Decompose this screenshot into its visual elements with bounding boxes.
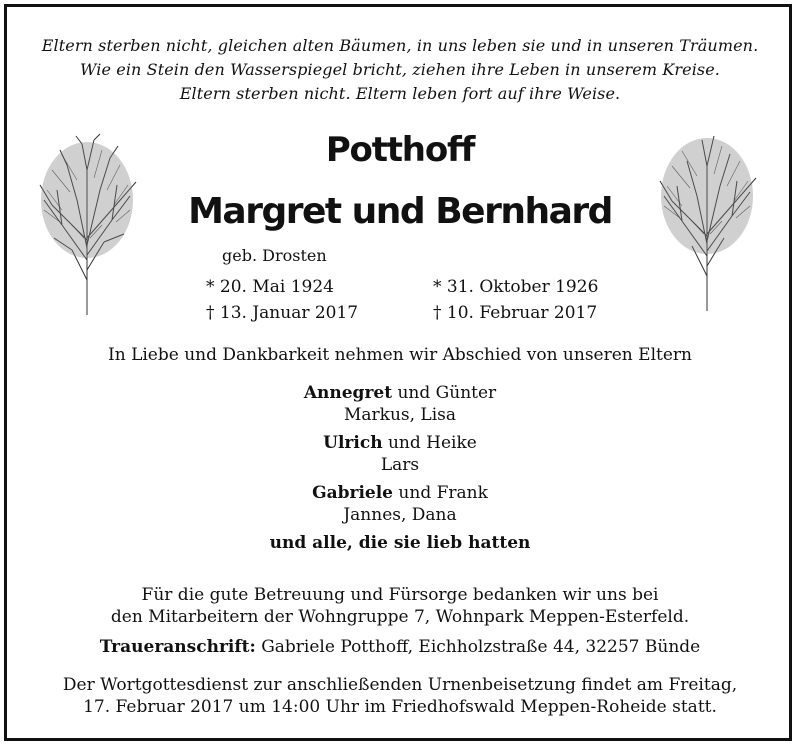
thanks-line: den Mitarbeitern der Wohngruppe 7, Wohnpark Meppen-Esterfeld.: [110, 607, 690, 627]
service-info: [0, 674, 800, 718]
motto: [0, 34, 800, 106]
surname-heading: Potthoff: [325, 130, 475, 170]
service-line: Der Wortgottesdienst zur anschließenden Urnenbeisetzung findet am Freitag,: [62, 675, 738, 695]
family-group: [0, 482, 800, 526]
bernhard-died: † 10. Februar 2017: [433, 303, 598, 323]
bernhard-dates: [433, 274, 598, 326]
thanks-text: [0, 584, 800, 628]
margret-born: * 20. Mai 1924: [206, 277, 334, 297]
thanks-line: Für die gute Betreuung und Fürsorge bedanken wir uns bei: [141, 585, 659, 605]
family-children: Jannes, Dana: [343, 505, 457, 525]
family-group: [0, 382, 800, 426]
notice-frame: [4, 4, 792, 741]
motto-line: Wie ein Stein den Wasserspiegel bricht, ziehen ihre Leben in unserem Kreise.: [80, 60, 720, 79]
family-name: Annegret: [303, 383, 393, 403]
family-name: Ulrich: [323, 433, 383, 453]
closing-line: und alle, die sie lieb hatten: [269, 533, 531, 553]
motto-line: Eltern sterben nicht, gleichen alten Bäumen, in uns leben sie und in unseren Träumen.: [41, 36, 759, 55]
service-line: 17. Februar 2017 um 14:00 Uhr im Friedhofswald Meppen-Roheide statt.: [83, 697, 717, 717]
birth-name: geb. Drosten: [222, 246, 327, 265]
address-text: Gabriele Potthoff, Eichholzstraße 44, 32257 Bünde: [255, 637, 701, 657]
names-heading: Margret und Bernhard: [188, 191, 612, 232]
family-partner: und Heike: [382, 433, 477, 453]
margret-died: † 13. Januar 2017: [206, 303, 359, 323]
margret-dates: [206, 274, 358, 326]
family-name: Gabriele: [312, 483, 394, 503]
family-partner: und Günter: [392, 383, 497, 403]
family-list: [0, 382, 800, 554]
motto-line: Eltern sterben nicht. Eltern leben fort auf ihre Weise.: [179, 84, 621, 103]
mourning-address: [0, 636, 800, 658]
family-partner: und Frank: [393, 483, 488, 503]
intro-text: In Liebe und Dankbarkeit nehmen wir Abschied von unseren Eltern: [108, 345, 692, 365]
family-children: Lars: [380, 455, 420, 475]
address-label: Traueranschrift:: [99, 637, 256, 657]
family-group: [0, 432, 800, 476]
family-children: Markus, Lisa: [343, 405, 457, 425]
bernhard-born: * 31. Oktober 1926: [433, 277, 599, 297]
